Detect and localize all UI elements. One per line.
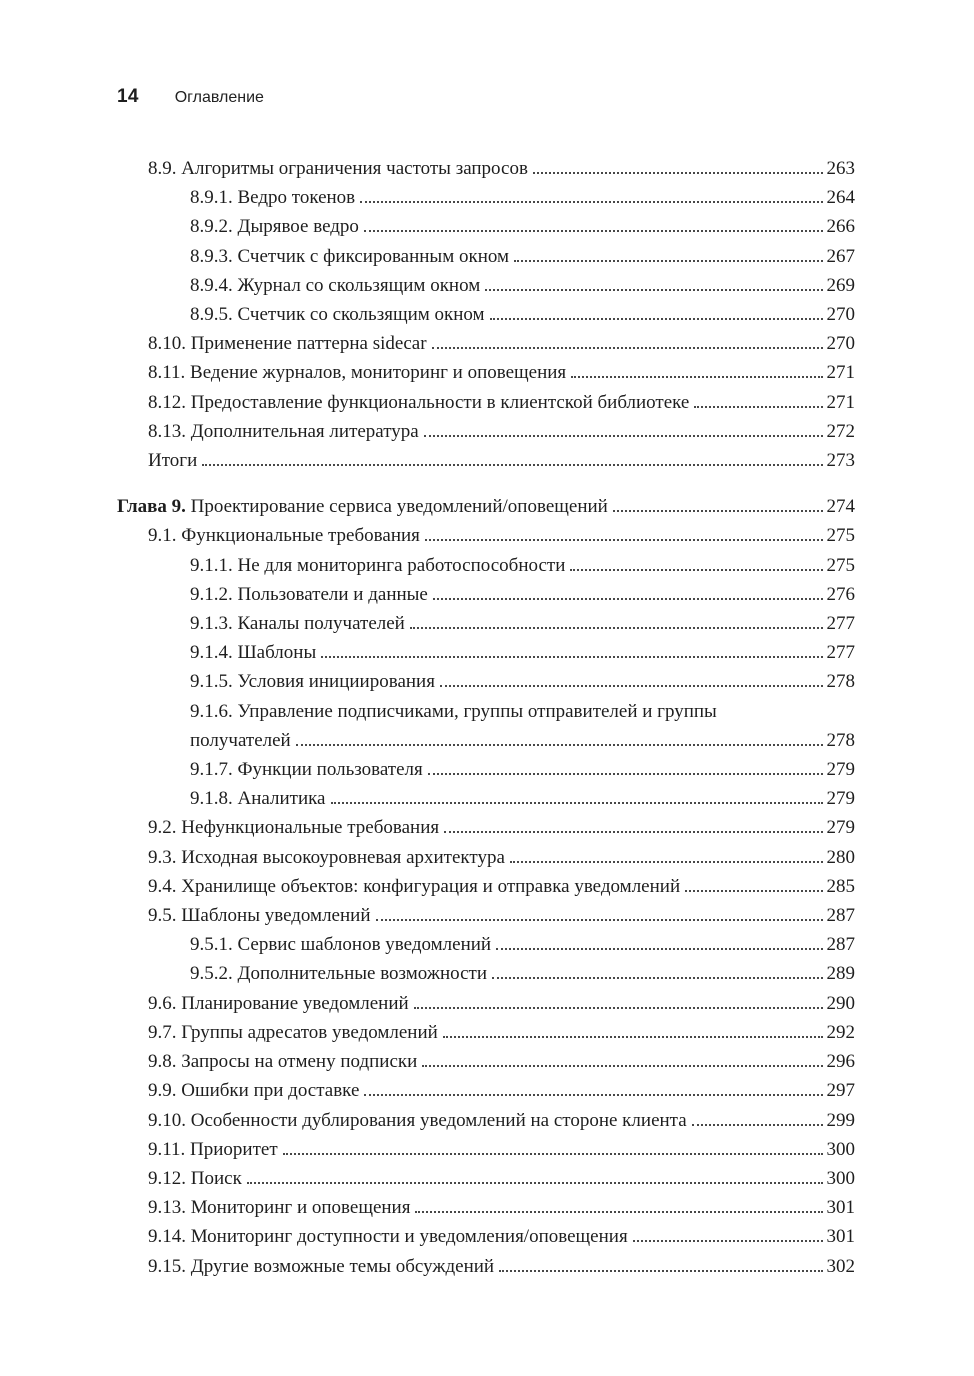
toc-entry-title xyxy=(148,154,528,183)
toc-entry-title xyxy=(190,551,565,580)
toc-entry-page: 297 xyxy=(826,1080,855,1102)
toc-entry-title-text: 9.1.6. Управление подписчиками, группы отправителей и группы xyxy=(190,700,717,722)
toc-entry-page: 279 xyxy=(826,817,855,839)
dot-leader xyxy=(496,948,822,950)
toc-entry-title-text: 9.4. Хранилище объектов: конфигурация и отправка уведомлений xyxy=(148,875,681,897)
toc-entry-title-text: 9.5.1. Сервис шаблонов уведомлений xyxy=(190,934,492,956)
toc-entry xyxy=(117,154,855,183)
toc-entry-page: 301 xyxy=(826,1226,855,1248)
dot-leader xyxy=(433,598,823,600)
toc-entry-page: 280 xyxy=(826,846,855,868)
toc-entry-page: 278 xyxy=(826,729,855,751)
dot-leader xyxy=(694,406,822,408)
toc-entry xyxy=(117,492,855,521)
toc-entry xyxy=(117,329,855,358)
toc-entry-title-text: 9.5. Шаблоны уведомлений xyxy=(148,905,371,927)
toc-entry-page: 274 xyxy=(826,496,855,518)
toc-entry xyxy=(117,901,855,930)
toc-entry-title-text: 9.11. Приоритет xyxy=(148,1138,278,1160)
toc-entry-title xyxy=(190,930,491,959)
toc-entry-title xyxy=(190,726,291,755)
toc-entry-title-text: 8.9.5. Счетчик со скользящим окном xyxy=(190,304,485,326)
toc-entry-title xyxy=(148,989,409,1018)
toc-entry xyxy=(117,697,855,726)
toc-entry-page: 300 xyxy=(826,1167,855,1189)
toc-entry-title-text: 9.15. Другие возможные темы обсуждений xyxy=(148,1255,495,1277)
toc-entry-page: 271 xyxy=(826,362,855,384)
toc-entry xyxy=(117,212,855,241)
toc-entry-page: 279 xyxy=(826,759,855,781)
toc-entry-title-text: 9.13. Мониторинг и оповещения xyxy=(148,1197,411,1219)
dot-leader xyxy=(485,289,822,291)
toc-entry-title xyxy=(190,580,428,609)
page-number: 14 xyxy=(117,86,139,107)
toc-entry xyxy=(117,358,855,387)
toc-entry-page: 271 xyxy=(826,391,855,413)
toc-entry-title xyxy=(148,872,680,901)
dot-leader xyxy=(492,977,823,979)
toc-entry-title-text: 8.11. Ведение журналов, мониторинг и оповещения xyxy=(148,362,567,384)
dot-leader xyxy=(633,1240,823,1242)
toc-entry-title xyxy=(148,1164,242,1193)
toc-entry-title xyxy=(190,784,326,813)
dot-leader xyxy=(490,318,823,320)
toc-entry-title-text: 8.9.3. Счетчик с фиксированным окном xyxy=(190,245,510,267)
toc-entry-page: 275 xyxy=(826,525,855,547)
toc-entry-page: 296 xyxy=(826,1051,855,1073)
running-head-title: Оглавление xyxy=(174,89,264,106)
dot-leader xyxy=(685,890,822,892)
toc-entry xyxy=(117,1164,855,1193)
toc-entry xyxy=(117,784,855,813)
toc-entry-title-text: 8.10. Применение паттерна sidecar xyxy=(148,333,427,355)
toc-entry-page: 273 xyxy=(826,450,855,472)
dot-leader xyxy=(499,1270,822,1272)
dot-leader xyxy=(428,773,823,775)
toc-entry-title xyxy=(190,609,405,638)
toc-list xyxy=(117,154,855,1281)
toc-entry xyxy=(117,388,855,417)
toc-entry-title-text: 8.9. Алгоритмы ограничения частоты запросов xyxy=(148,158,528,179)
toc-entry-page: 277 xyxy=(826,613,855,635)
running-head xyxy=(117,86,855,108)
toc-entry-page: 302 xyxy=(826,1255,855,1277)
toc-entry xyxy=(117,1018,855,1047)
toc-entry xyxy=(117,300,855,329)
dot-leader xyxy=(571,376,822,378)
toc-entry-title-text: 9.14. Мониторинг доступности и уведомления/оповещения xyxy=(148,1226,628,1248)
toc-entry-page: 267 xyxy=(826,245,855,267)
dot-leader xyxy=(613,510,823,512)
toc-entry-title xyxy=(190,959,487,988)
toc-entry-title-text: 8.9.1. Ведро токенов xyxy=(190,187,356,209)
toc-entry-title-text: 9.3. Исходная высокоуровневая архитектура xyxy=(148,846,505,868)
toc-entry-title xyxy=(148,446,197,475)
toc-entry-page: 270 xyxy=(826,304,855,326)
toc-entry-title xyxy=(148,843,505,872)
toc-entry-page: 270 xyxy=(826,333,855,355)
toc-entry-page: 263 xyxy=(826,158,855,179)
toc-entry xyxy=(117,446,855,475)
toc-entry xyxy=(117,959,855,988)
toc-entry-title xyxy=(190,212,359,241)
toc-entry-title xyxy=(148,417,419,446)
toc-entry-title xyxy=(148,1047,417,1076)
toc-entry-title-text: 9.1.4. Шаблоны xyxy=(190,642,317,664)
toc-entry xyxy=(117,667,855,696)
toc-entry-page: 285 xyxy=(826,875,855,897)
toc-entry xyxy=(117,638,855,667)
toc-entry xyxy=(117,609,855,638)
toc-entry-title-text: 9.9. Ошибки при доставке xyxy=(148,1080,360,1102)
dot-leader xyxy=(331,802,823,804)
toc-entry xyxy=(117,1106,855,1135)
toc-entry-title-text: 9.1.7. Функции пользователя xyxy=(190,759,423,781)
toc-entry-title xyxy=(190,755,423,784)
toc-entry xyxy=(117,551,855,580)
toc-entry-page: 276 xyxy=(826,583,855,605)
dot-leader xyxy=(692,1124,823,1126)
toc-entry-title xyxy=(190,667,435,696)
toc-entry-title-text: 9.2. Нефункциональные требования xyxy=(148,817,440,839)
toc-entry xyxy=(117,183,855,212)
toc-entry xyxy=(117,1252,855,1281)
toc-entry-title-text: 9.10. Особенности дублирования уведомлений на стороне клиента xyxy=(148,1109,687,1131)
dot-leader xyxy=(570,569,822,571)
toc-entry-title xyxy=(190,271,480,300)
toc-entry-title xyxy=(117,492,608,521)
toc-chapter-prefix: Глава 9. xyxy=(117,496,186,518)
toc-entry xyxy=(117,930,855,959)
toc-entry-page: 272 xyxy=(826,420,855,442)
toc-entry-title-text: 8.13. Дополнительная литература xyxy=(148,420,419,442)
toc-entry-page: 278 xyxy=(826,671,855,693)
dot-leader xyxy=(202,464,822,466)
toc-entry-page: 292 xyxy=(826,1021,855,1043)
toc-entry-title-text: 9.1.5. Условия инициирования xyxy=(190,671,435,693)
toc-entry-title xyxy=(148,521,420,550)
toc-entry xyxy=(117,989,855,1018)
toc-entry-title-text: получателей xyxy=(190,729,291,751)
dot-leader xyxy=(415,1211,822,1213)
toc-entry-page: 277 xyxy=(826,642,855,664)
toc-entry xyxy=(117,1047,855,1076)
toc-entry xyxy=(117,1193,855,1222)
toc-entry-page: 287 xyxy=(826,905,855,927)
toc-entry-title xyxy=(148,813,439,842)
toc-entry xyxy=(117,755,855,784)
toc-entry-title xyxy=(148,388,689,417)
dot-leader xyxy=(424,435,823,437)
dot-leader xyxy=(444,831,822,833)
toc-entry-page: 266 xyxy=(826,216,855,238)
toc-entry-page: 275 xyxy=(826,554,855,576)
toc-entry-title xyxy=(148,1193,410,1222)
toc-entry-title xyxy=(148,1106,687,1135)
toc-entry-title-text: 9.1.1. Не для мониторинга работоспособности xyxy=(190,554,566,576)
toc-entry-title-text: 9.1. Функциональные требования xyxy=(148,525,420,547)
toc-entry-title xyxy=(148,358,566,387)
toc-entry xyxy=(117,1222,855,1251)
toc-entry-title-text: 8.9.2. Дырявое ведро xyxy=(190,216,359,238)
toc-entry-title xyxy=(148,1222,628,1251)
dot-leader xyxy=(425,539,823,541)
toc-entry xyxy=(117,813,855,842)
dot-leader xyxy=(360,201,822,203)
dot-leader xyxy=(247,1182,823,1184)
toc-entry xyxy=(117,726,855,755)
toc-entry-title-text: 9.1.8. Аналитика xyxy=(190,788,326,810)
toc-entry-title xyxy=(148,1252,494,1281)
dot-leader xyxy=(440,685,823,687)
toc-entry-title xyxy=(148,1018,438,1047)
dot-leader xyxy=(321,656,822,658)
toc-entry xyxy=(117,1076,855,1105)
dot-leader xyxy=(376,919,823,921)
toc-entry-title-text: Итоги xyxy=(148,450,198,472)
toc-entry xyxy=(117,1135,855,1164)
dot-leader xyxy=(514,260,822,262)
toc-entry-title-text: 9.12. Поиск xyxy=(148,1167,242,1189)
dot-leader xyxy=(296,744,823,746)
toc-entry-title-text: 8.12. Предоставление функциональности в клиентской библиотеке xyxy=(148,391,690,413)
toc-entry-title xyxy=(148,329,427,358)
dot-leader xyxy=(414,1007,823,1009)
toc-entry-title xyxy=(190,242,509,271)
toc-entry-page: 299 xyxy=(826,1109,855,1131)
dot-leader xyxy=(410,627,823,629)
toc-entry-page: 290 xyxy=(826,992,855,1014)
toc-entry-title-text: 9.7. Группы адресатов уведомлений xyxy=(148,1021,438,1043)
toc-entry-page: 301 xyxy=(826,1197,855,1219)
toc-entry-page: 269 xyxy=(826,274,855,296)
toc-entry-page: 279 xyxy=(826,788,855,810)
toc-entry-title-text: 9.6. Планирование уведомлений xyxy=(148,992,409,1014)
toc-entry-page: 289 xyxy=(826,963,855,985)
toc-entry-title-text: 8.9.4. Журнал со скользящим окном xyxy=(190,274,481,296)
toc-entry xyxy=(117,242,855,271)
toc-entry-title-text: 9.8. Запросы на отмену подписки xyxy=(148,1051,418,1073)
toc-entry-title-text: 9.1.3. Каналы получателей xyxy=(190,613,405,635)
toc-entry-page: 300 xyxy=(826,1138,855,1160)
dot-leader xyxy=(443,1036,823,1038)
dot-leader xyxy=(510,861,823,863)
toc-entry-title xyxy=(148,1135,278,1164)
dot-leader xyxy=(364,1094,822,1096)
dot-leader xyxy=(432,347,823,349)
dot-leader xyxy=(364,230,823,232)
toc-entry-page: 287 xyxy=(826,934,855,956)
toc-entry-title xyxy=(148,1076,359,1105)
dot-leader xyxy=(422,1065,822,1067)
toc-entry-title xyxy=(190,697,717,726)
toc-entry-title xyxy=(190,638,316,667)
toc-entry xyxy=(117,417,855,446)
dot-leader xyxy=(533,172,823,174)
toc-entry-title-text: 9.1.2. Пользователи и данные xyxy=(190,583,428,605)
toc-entry xyxy=(117,843,855,872)
toc-entry xyxy=(117,521,855,550)
toc-entry xyxy=(117,271,855,300)
toc-entry-page: 264 xyxy=(826,187,855,209)
toc-entry-title-text: Проектирование сервиса уведомлений/оповещений xyxy=(185,496,608,518)
toc-entry-title xyxy=(190,300,485,329)
toc-entry xyxy=(117,580,855,609)
toc-entry-title xyxy=(148,901,371,930)
toc-entry xyxy=(117,872,855,901)
dot-leader xyxy=(283,1153,823,1155)
toc-entry-title xyxy=(190,183,355,212)
toc-entry-title-text: 9.5.2. Дополнительные возможности xyxy=(190,963,487,985)
